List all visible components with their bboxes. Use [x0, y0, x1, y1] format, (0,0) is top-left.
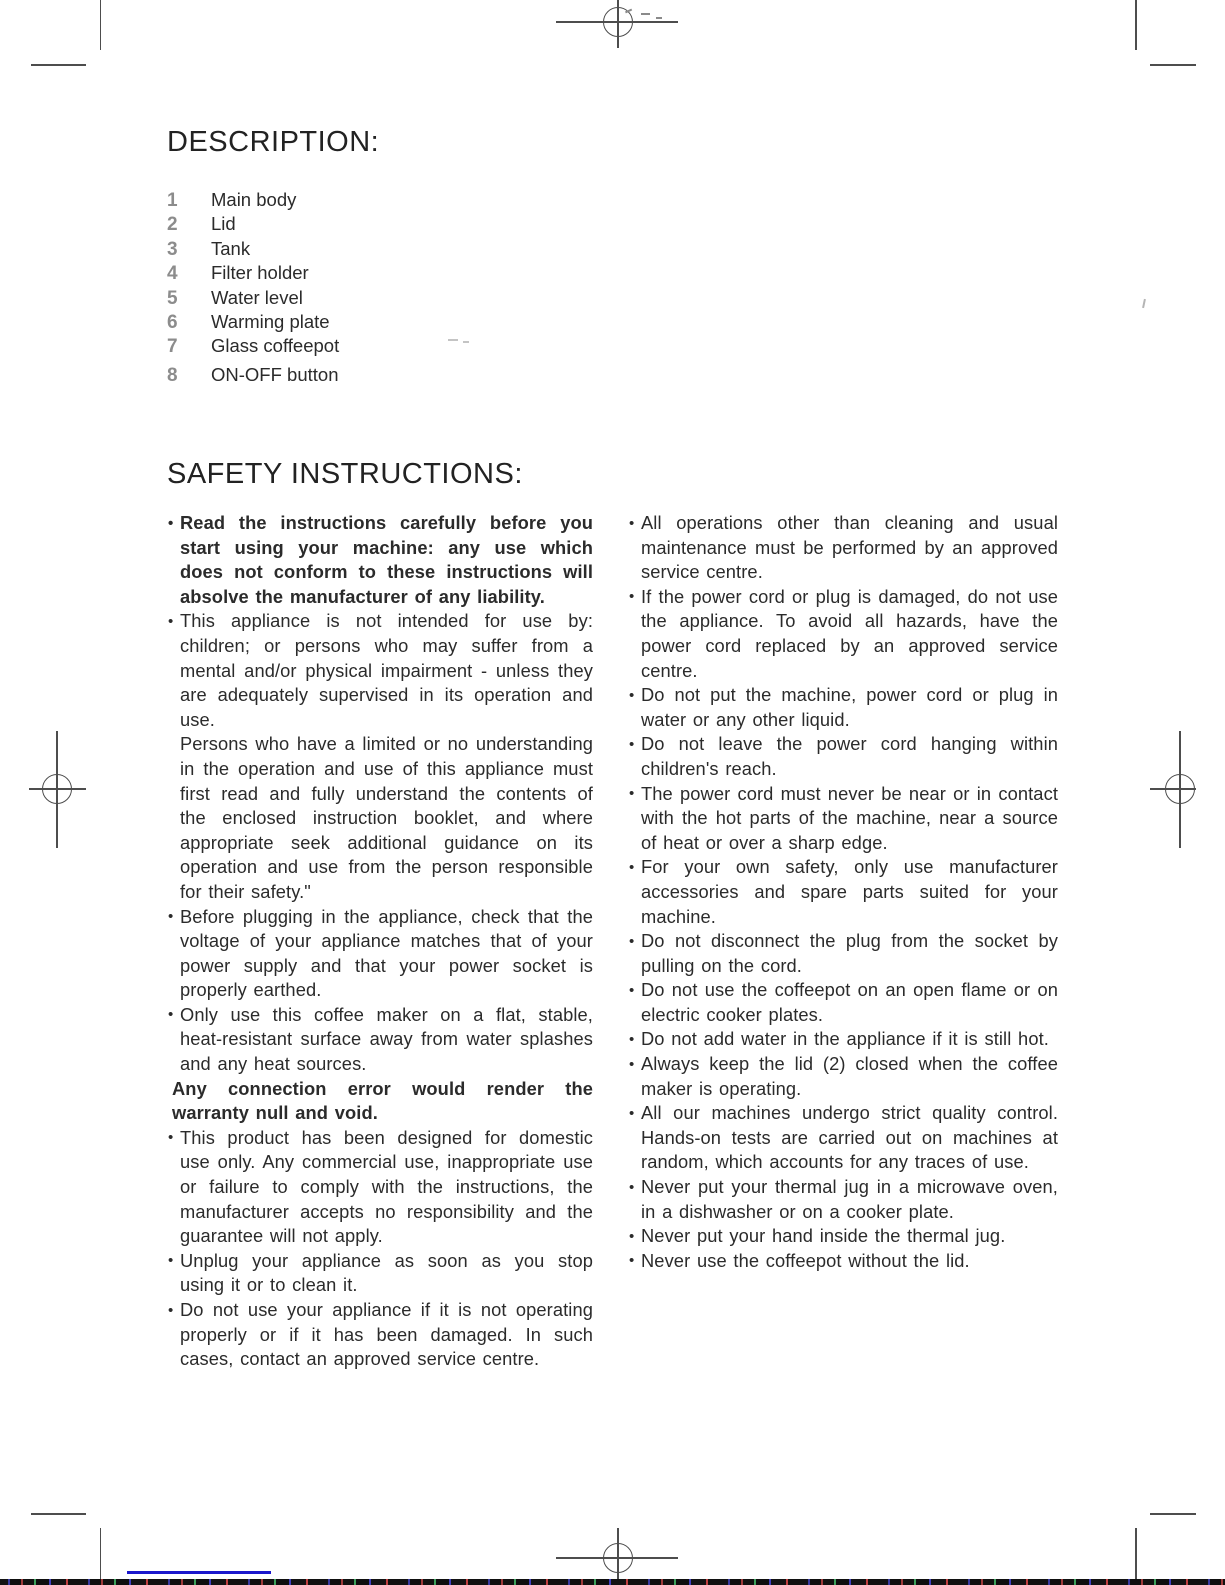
- paragraph-text: Do not add water in the appliance if it is still hot.: [641, 1028, 1049, 1050]
- description-list-item: [167, 311, 587, 335]
- registration-mark-bottom-circle-icon: [603, 1543, 633, 1573]
- bullet-icon: •: [629, 1227, 635, 1245]
- description-item-number: 2: [167, 214, 178, 236]
- safety-paragraph: [628, 511, 1058, 585]
- safety-paragraph: [628, 929, 1058, 978]
- bullet-icon: •: [629, 785, 635, 803]
- description-item-label: Warming plate: [211, 310, 330, 332]
- bullet-icon: •: [168, 1301, 174, 1319]
- bullet-icon: •: [629, 1030, 635, 1048]
- description-list: [167, 189, 587, 388]
- paragraph-text: Do not disconnect the plug from the socket by pulling on the cord.: [641, 930, 1058, 976]
- crop-mark-bottom-right-vertical: [1135, 1528, 1137, 1585]
- safety-paragraph: [167, 1249, 593, 1298]
- bullet-icon: •: [168, 908, 174, 925]
- bullet-icon: •: [629, 1055, 635, 1073]
- bullet-icon: •: [629, 932, 635, 950]
- description-list-item: [167, 238, 587, 262]
- safety-heading: SAFETY INSTRUCTIONS:: [167, 458, 523, 490]
- bullet-icon: •: [629, 1178, 635, 1196]
- safety-paragraph: [628, 855, 1058, 929]
- safety-paragraph: [167, 905, 593, 1003]
- paragraph-text: The power cord must never be near or in contact with the hot parts of the machine, near a source of heat or over a sharp edge.: [641, 782, 1058, 853]
- description-item-label: Lid: [211, 213, 236, 235]
- paragraph-text: If the power cord or plug is damaged, do not use the appliance. To avoid all hazards, have the power cord replaced by an approved service centre.: [641, 585, 1058, 681]
- bullet-icon: •: [629, 1104, 635, 1122]
- bullet-icon: •: [168, 612, 174, 630]
- paragraph-text: All our machines undergo strict quality control. Hands-on tests are carried out on machines at random, which accounts for any traces of use.: [641, 1102, 1058, 1173]
- bullet-icon: •: [629, 981, 635, 999]
- scan-smudge: [1142, 299, 1146, 308]
- safety-paragraph: [628, 1175, 1058, 1224]
- bullet-icon: •: [168, 1129, 174, 1147]
- scan-smudge: [641, 13, 650, 15]
- description-list-item: [167, 213, 587, 237]
- bullet-icon: •: [629, 1252, 635, 1270]
- bullet-icon: •: [629, 858, 635, 876]
- safety-paragraph: [628, 1101, 1058, 1175]
- safety-paragraph: [167, 1298, 593, 1372]
- paragraph-text: Do not put the machine, power cord or plug in water or any other liquid.: [641, 684, 1058, 730]
- registration-mark-left-circle-icon: [42, 774, 72, 804]
- bullet-icon: •: [629, 735, 635, 753]
- paragraph-text: Do not use the coffeepot on an open flame or on electric cooker plates.: [641, 979, 1058, 1025]
- description-item-label: Glass coffeepot: [211, 335, 340, 357]
- safety-paragraph: [167, 1003, 593, 1077]
- description-item-number: 8: [167, 364, 178, 386]
- safety-paragraph: [628, 1027, 1058, 1052]
- description-list-item: [167, 287, 587, 311]
- safety-paragraph: [628, 782, 1058, 856]
- description-item-label: Filter holder: [211, 262, 309, 284]
- description-item-number: 7: [167, 336, 178, 358]
- paragraph-text: Never use the coffeepot without the lid.: [641, 1249, 970, 1271]
- safety-paragraph: [167, 732, 593, 904]
- description-item-number: 1: [167, 190, 178, 211]
- description-item-label: ON-OFF button: [211, 363, 339, 385]
- paragraph-text: Only use this coffee maker on a flat, stable, heat-resistant surface away from water splashes and any heat sources.: [180, 1003, 593, 1075]
- safety-columns: [167, 511, 1060, 1372]
- paragraph-text: This product has been designed for domestic use only. Any commercial use, inappropriate use or failure to comply with the instructions, the manufacturer accepts no responsibility and the guarantee will not apply.: [180, 1126, 593, 1247]
- paragraph-text: Persons who have a limited or no understanding in the operation and use of this appliance must first read and fully understand the contents of the enclosed instruction booklet, and where appropriate seek additional guidance on its operation and use from the person responsible for their safety.": [180, 733, 593, 902]
- paragraph-text: Do not leave the power cord hanging within children's reach.: [641, 733, 1058, 779]
- description-item-number: 5: [167, 287, 178, 309]
- safety-paragraph: [628, 683, 1058, 732]
- crop-mark-top-left-horizontal: [31, 64, 86, 66]
- paragraph-text: This appliance is not intended for use by: children; or persons who may suffer from a mental and/or physical impairment - unless they are adequately supervised in its operation and use.: [180, 610, 593, 730]
- crop-mark-bottom-left-vertical: [100, 1528, 102, 1585]
- description-item-number: 4: [167, 263, 178, 285]
- paragraph-text: Unplug your appliance as soon as you stop using it or to clean it.: [180, 1249, 593, 1296]
- scanner-noise-strip: [0, 1579, 1225, 1585]
- safety-paragraph: [628, 1052, 1058, 1101]
- description-item-number: 3: [167, 238, 178, 260]
- description-list-item: [167, 335, 587, 359]
- paragraph-text: Never put your hand inside the thermal jug.: [641, 1225, 1006, 1247]
- safety-paragraph: [167, 1077, 593, 1126]
- registration-mark-right-circle-icon: [1165, 774, 1195, 804]
- safety-paragraph: [628, 1224, 1058, 1249]
- description-list-item: [167, 189, 587, 213]
- bullet-icon: •: [168, 1006, 174, 1024]
- safety-paragraph: [628, 978, 1058, 1027]
- crop-mark-top-left-vertical: [100, 0, 102, 50]
- safety-paragraph: [167, 511, 593, 609]
- safety-paragraph: [628, 1249, 1058, 1274]
- description-item-label: Tank: [211, 237, 251, 259]
- safety-right-column: [628, 511, 1058, 1372]
- safety-left-column: [167, 511, 593, 1372]
- paragraph-text: Never put your thermal jug in a microwave oven, in a dishwasher or on a cooker plate.: [641, 1176, 1058, 1222]
- paragraph-text: For your own safety, only use manufacturer accessories and spare parts suited for your machine.: [641, 856, 1058, 927]
- bullet-icon: •: [629, 588, 635, 606]
- paragraph-text: Read the instructions carefully before you start using your machine: any use which does not conform to these instructions will absolve the manufacturer of any liability.: [180, 512, 593, 607]
- safety-paragraph: [628, 732, 1058, 781]
- safety-paragraph: [628, 585, 1058, 683]
- description-list-item: [167, 262, 587, 286]
- description-item-label: Water level: [211, 286, 303, 308]
- bullet-icon: •: [629, 514, 635, 532]
- safety-paragraph: [167, 609, 593, 732]
- description-item-label: Main body: [211, 189, 297, 210]
- crop-mark-top-right-vertical: [1135, 0, 1137, 50]
- crop-mark-bottom-right-horizontal: [1150, 1513, 1196, 1515]
- bullet-icon: •: [168, 514, 174, 532]
- paragraph-text: Always keep the lid (2) closed when the coffee maker is operating.: [641, 1053, 1058, 1099]
- blue-pen-mark: [127, 1571, 271, 1574]
- safety-paragraph: [167, 1126, 593, 1249]
- description-heading: DESCRIPTION:: [167, 126, 380, 158]
- paragraph-text: All operations other than cleaning and usual maintenance must be performed by an approved service centre.: [641, 512, 1058, 583]
- description-item-number: 6: [167, 311, 178, 333]
- paragraph-text: Before plugging in the appliance, check that the voltage of your appliance matches that of your power supply and that your power socket is properly earthed.: [180, 905, 593, 1001]
- paragraph-text: Any connection error would render the warranty null and void.: [172, 1077, 593, 1124]
- crop-mark-top-right-horizontal: [1150, 64, 1196, 66]
- paragraph-text: Do not use your appliance if it is not operating properly or if it has been damaged. In such cases, contact an approved service centre.: [180, 1299, 593, 1370]
- bullet-icon: •: [168, 1252, 174, 1270]
- description-list-item: [167, 364, 587, 388]
- scan-smudge: [656, 17, 662, 19]
- bullet-icon: •: [629, 686, 635, 704]
- crop-mark-bottom-left-horizontal: [31, 1513, 86, 1515]
